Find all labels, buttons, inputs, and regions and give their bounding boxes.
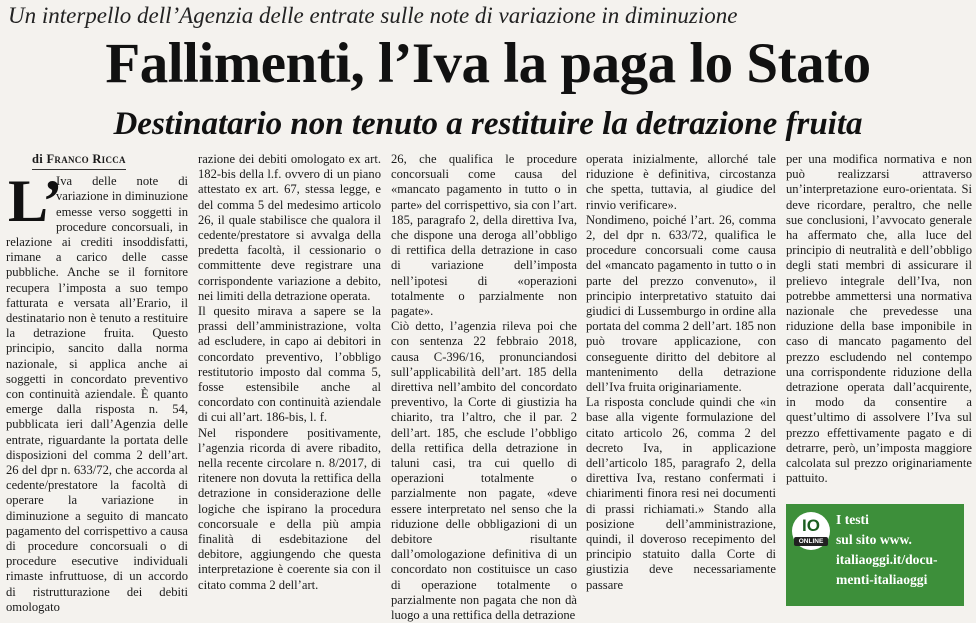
byline xyxy=(32,152,126,170)
article-headline: Fallimenti, l’Iva la paga lo Stato xyxy=(105,32,871,95)
paragraph: La risposta conclude quindi che «in base alla vigente formulazione del citato articolo 26, comma 2 del decreto Iva, in applicazione dell’articolo 185, paragrafo 2, della direttiva Iva, restano confermati i chiarimenti finora resi nei documenti di prassi richiamati.» Stando alla posizione dell’amministrazione, quindi, il doveroso recepimento del principio statuito dalla Corte di giustizia deve necessariamente passare xyxy=(586,395,776,592)
promo-text xyxy=(836,510,960,590)
column-5 xyxy=(786,152,972,502)
paragraph xyxy=(6,168,188,615)
paragraph: Nel rispondere positivamente, l’agenzia ricorda di avere ribadito, nella recente circolare n. 8/2017, di ritenere non dovuta la rettifica della detrazione in considerazione delle logiche che ispirano la procedura concorsuale e della più ampia finalità di esdebitazione del debitore, aggiungendo che questa interpretazione è coerente sia con il citato comma 2 dell’art. xyxy=(198,425,381,592)
promo-link-line[interactable]: italiaoggi.it/docu- xyxy=(836,552,938,567)
drop-cap: L’ xyxy=(8,168,63,235)
online-promo-box[interactable] xyxy=(786,504,964,606)
paragraph-text: Iva delle note di variazione in diminuzione emesse verso soggetti in procedure concorsuali, in relazione ai crediti insoddisfatti, rimane a carico delle casse pubbliche. Anche se il fornitore recupera l’imposta a suo tempo fatturata e versata all’Erario, il destinatario non è tenuto a restituire la detrazione fruita. Questo principio, sancito dalla norma nazionale, si applica anche ai soggetti in concordato preventivo con continuità aziendale. È quanto emerge dalla risposta n. 54, pubblicata ieri dall’Agenzia delle entrate, riguardante la portata delle disposizioni del comma 2 dell’art. 26 del dpr n. 633/72, che accorda al cedente/prestatore la facoltà di operare la variazione in diminuzione a seguito di mancato pagamento del corrispettivo a causa di procedure concorsuali o di procedure esecutive individuali rimaste infruttuose, di un accordo di ristrutturazione dei debiti omologato xyxy=(6,174,188,614)
paragraph: Il quesito mirava a sapere se la prassi dell’amministrazione, volta ad escludere, in capo ai debitori in concordato preventivo, l’obbligo restitutorio imposto dal comma 5, fosse estensibile anche al concordato con continuità aziendale di cui all’art. 186-bis, l. f. xyxy=(198,304,381,425)
promo-line: sul sito www. xyxy=(836,532,912,547)
byline-prefix: di xyxy=(32,152,44,166)
column-2 xyxy=(198,152,381,610)
article-kicker: Un interpello dell’Agenzia delle entrate sulle note di variazione in diminuzione xyxy=(8,3,738,28)
paragraph: operata inizialmente, allorché tale riduzione è definitiva, circostanza che spetta, tuttavia, al giudice del rinvio verificare». xyxy=(586,152,776,212)
promo-line: I testi xyxy=(836,512,869,527)
logo-number: IO xyxy=(802,516,820,535)
paragraph: per una modifica normativa e non può realizzarsi attraverso un’interpretazione euro-orientata. Si deve ricordare, peraltro, che nelle sue conclusioni, l’avvocato generale ha affermato che, alla luce del principio di neutralità e dell’obbligo degli stati membri di assicurare il prelievo integrale dell’Iva, non potrebbe ammettersi una normativa nazionale che prevedesse una riduzione della base imponibile in caso di mancato pagamento del prezzo escludendo nel contempo una corrispondente riduzione della detrazione operata dall’acquirente, in modo da consentire a quest’ultimo di assolvere l’Iva sul prezzo effettivamente pagato e di detrarre, però, un’imposta maggiore calcolata sul prezzo originariamente pattuito. xyxy=(786,152,972,486)
italiaoggi-online-logo xyxy=(792,512,830,550)
paragraph: Nondimeno, poiché l’art. 26, comma 2, del dpr n. 633/72, qualifica le procedure concorsuali come causa del «mancato pagamento in tutto o in parte del prezzo convenuto», il principio interpretativo statuito dai giudici di Lussemburgo in ordine alla portata del comma 2 dell’art. 185 non può trovare applicazione, con conseguente diritto del debitore al mantenimento della detrazione dell’Iva fruita originariamente. xyxy=(586,212,776,395)
promo-link-line[interactable]: menti-italiaoggi xyxy=(836,572,928,587)
column-1 xyxy=(6,152,188,614)
paragraph: Ciò detto, l’agenzia rileva poi che con sentenza 22 febbraio 2018, causa C-396/16, pronunciandosi sull’applicabilità dell’art. 185 della direttiva nell’ambito del concordato preventivo, la Corte di giustizia ha chiarito, tra l’altro, che il par. 2 dell’art. 185, che esclude l’obbligo della rettifica della detrazione in taluni casi, tra cui quello di operazioni totalmente o parzialmente non pagate, «deve essere interpretato nel senso che la riduzione delle obbligazioni di un debitore risultante dall’omologazione definitiva di un concordato non costituisce un caso di operazione totalmente o parzialmente non pagata che non dà luogo a una rettifica della detrazione xyxy=(391,319,577,623)
paragraph: razione dei debiti omologato ex art. 182-bis della l.f. ovvero di un piano attestato ex art. 67, stessa legge, e del comma 5 del medesimo articolo 26, il quale stabilisce che qualora il cedente/prestatore si avvalga della predetta facoltà, il cessionario o committente deve registrare una corrispondente variazione a debito, nei limiti della detrazione operata. xyxy=(198,152,381,303)
logo-label: ONLINE xyxy=(794,537,828,546)
byline-author: Franco Ricca xyxy=(46,152,126,166)
column-4 xyxy=(586,152,776,610)
paragraph: 26, che qualifica le procedure concorsuali come causa del «mancato pagamento in tutto o in parte» del corrispettivo, sia con l’art. 185, paragrafo 2, della direttiva Iva, che dispone una deroga all’obbligo di rettifica della detrazione in caso di variazione dell’imposta nell’ipotesi di «operazioni totalmente o parzialmente non pagate». xyxy=(391,152,577,319)
article-subhead: Destinatario non tenuto a restituire la detrazione fruita xyxy=(113,106,863,142)
column-3 xyxy=(391,152,577,623)
